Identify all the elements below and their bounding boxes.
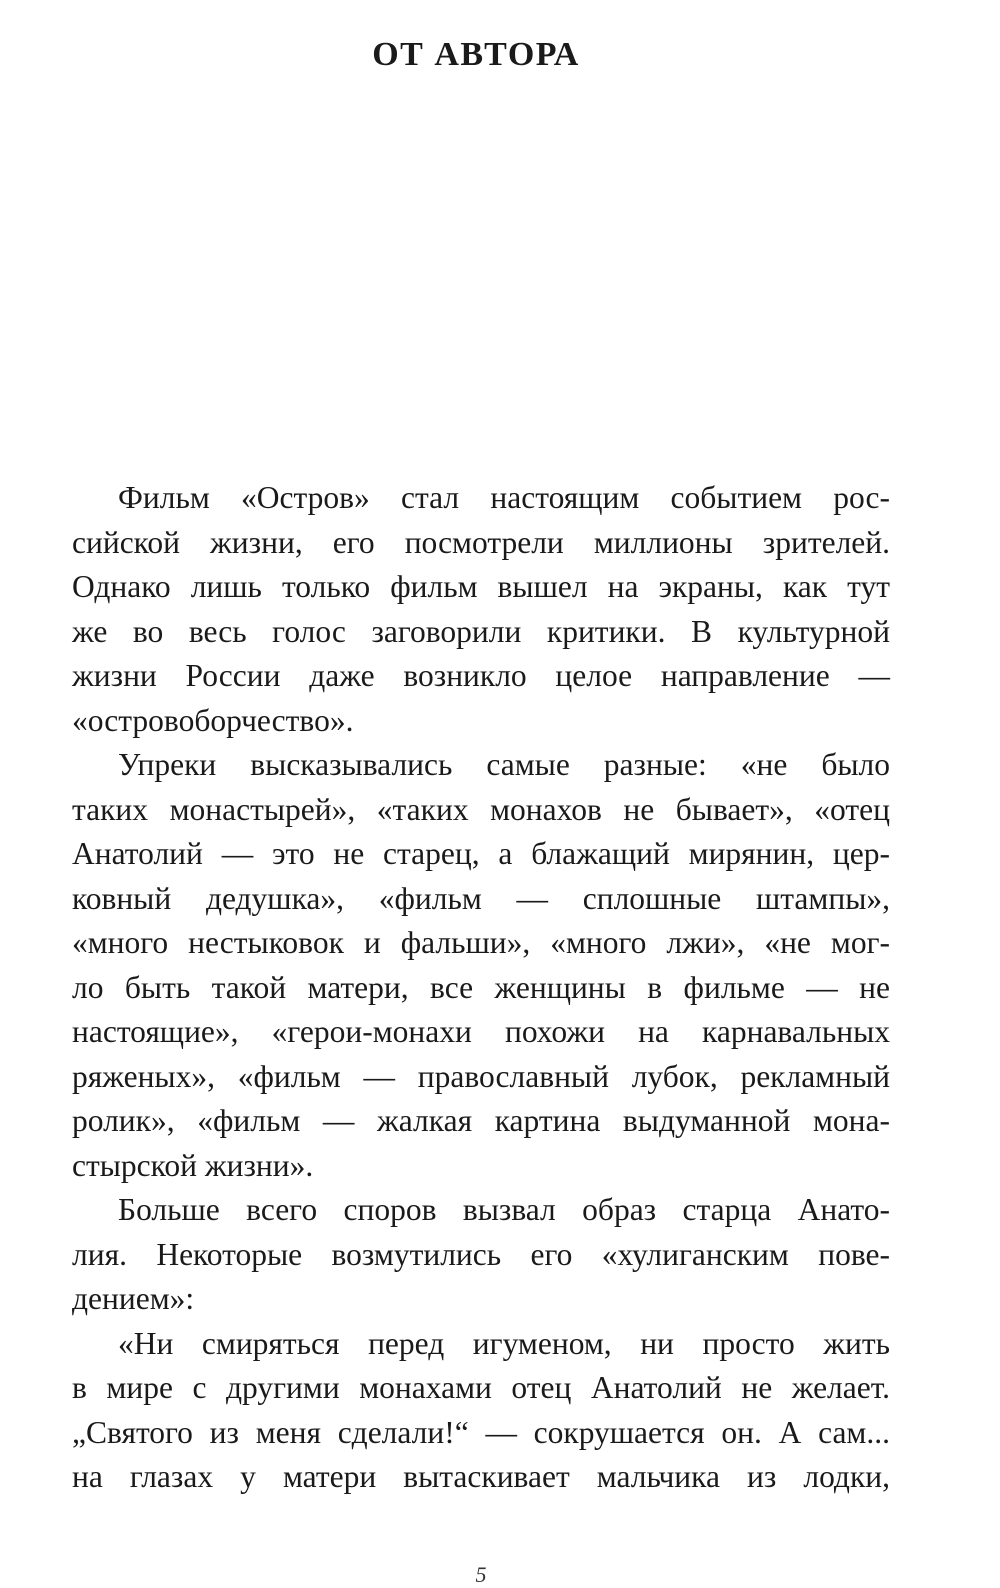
text-line: же во весь голос заговорили критики. В культурной xyxy=(72,613,890,649)
text-line: «островоборчество». xyxy=(72,702,354,738)
text-line: жизни России даже возникло целое направление — xyxy=(72,658,890,693)
text-line: настоящие», «герои-монахи похожи на карнавальных xyxy=(72,1014,890,1049)
text-line: «много нестыковок и фальши», «много лжи», «не мог- xyxy=(72,925,890,960)
text-line: сийской жизни, его посмотрели миллионы зрителей. xyxy=(72,524,890,560)
text-line: „Святого из меня сделали!“ — сокрушается он. А сам... xyxy=(72,1414,890,1450)
text-line: стырской жизни». xyxy=(72,1147,314,1183)
page-number: 5 xyxy=(475,1562,487,1587)
text-line: «Ни смиряться перед игуменом, ни просто жить xyxy=(118,1325,890,1361)
text-line: ло быть такой матери, все женщины в фильме — не xyxy=(72,969,890,1005)
chapter-heading: ОТ АВТОРА xyxy=(372,36,580,73)
text-line: Однако лишь только фильм вышел на экраны, как тут xyxy=(72,569,890,604)
text-line: дением»: xyxy=(72,1281,195,1316)
text-line: лия. Некоторые возмутились его «хулиганским пове- xyxy=(72,1236,890,1272)
text-line: таких монастырей», «таких монахов не бывает», «отец xyxy=(72,791,890,827)
text-line: Больше всего споров вызвал образ старца Анато- xyxy=(118,1192,890,1227)
text-line: в мире с другими монахами отец Анатолий не желает. xyxy=(72,1370,890,1405)
text-line: на глазах у матери вытаскивает мальчика из лодки, xyxy=(72,1459,890,1494)
text-line: Фильм «Остров» стал настоящим событием рос- xyxy=(118,480,890,515)
text-line: ковный дедушка», «фильм — сплошные штампы», xyxy=(72,880,890,916)
text-line: Упреки высказывались самые разные: «не было xyxy=(118,747,890,782)
text-line: ряженых», «фильм — православный лубок, рекламный xyxy=(72,1058,890,1094)
body-text xyxy=(72,476,890,1500)
text-line: Анатолий — это не старец, а блажащий мирянин, цер- xyxy=(72,836,890,871)
text-line: ролик», «фильм — жалкая картина выдуманной мона- xyxy=(72,1103,890,1138)
